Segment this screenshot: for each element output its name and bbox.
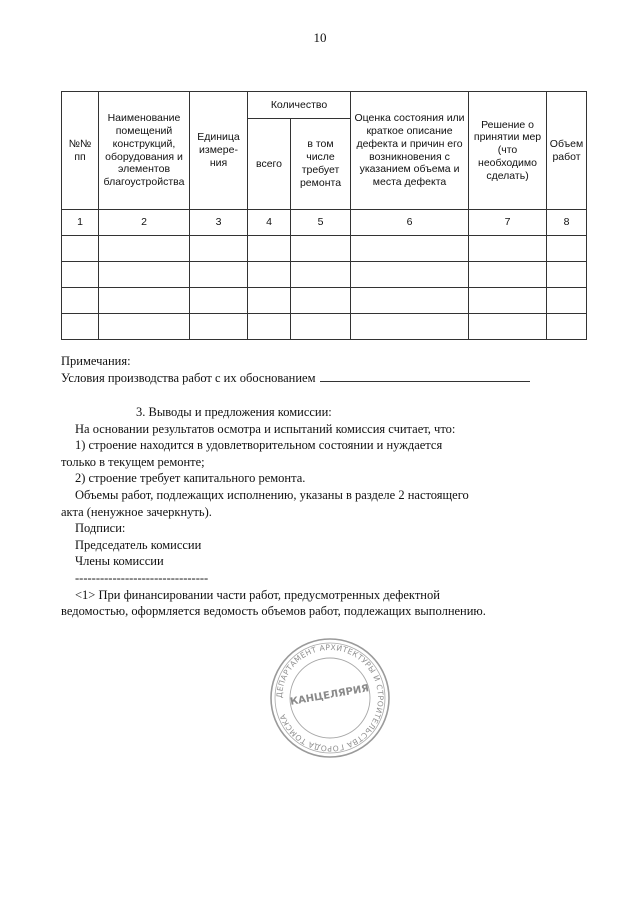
table-cell[interactable] [190,236,248,262]
table-cell[interactable] [99,262,190,288]
footnote-line2: ведомостью, оформляется ведомость объемов работ, подлежащих выполнению. [61,604,486,619]
column-number: 2 [99,210,190,236]
item1-line1: 1) строение находится в удовлетворительном состоянии и нуждается [75,438,443,453]
volumes-line1: Объемы работ, подлежащих исполнению, указаны в разделе 2 настоящего [75,487,469,502]
column-number: 3 [190,210,248,236]
header-total: всего [248,119,291,210]
header-repair: в том числе требует ремонта [291,119,351,210]
table-row [62,262,587,288]
table-cell[interactable] [99,236,190,262]
table-cell[interactable] [469,314,547,340]
table-cell[interactable] [291,314,351,340]
table-cell[interactable] [248,262,291,288]
office-stamp [268,636,392,760]
column-number: 4 [248,210,291,236]
table-cell[interactable] [62,288,99,314]
table-cell[interactable] [248,314,291,340]
section3-heading: 3. Выводы и предложения комиссии: [136,405,332,419]
column-number-row [62,210,587,236]
conditions-label: Условия производства работ с их обоснованием [61,370,316,385]
footnote-line1: <1> При финансировании части работ, предусмотренных дефектной [75,587,440,602]
table-cell[interactable] [291,262,351,288]
stamp-ring-text: ДЕПАРТАМЕНТ АРХИТЕКТУРЫ И СТРОИТЕЛЬСТВА ГОРОДА ТОМСКА [274,642,386,754]
defect-table [61,91,587,340]
table-cell[interactable] [190,288,248,314]
table-row [62,236,587,262]
header-name: Наименование помещений конструкций, оборудования и элементов благоустройства [99,92,190,210]
table-cell[interactable] [248,288,291,314]
table-row [62,314,587,340]
header-unit: Единица измере- ния [190,92,248,210]
section3-block [61,404,531,620]
volumes-line2: акта (ненужное зачеркнуть). [61,504,212,519]
table-cell[interactable] [547,262,587,288]
table-cell[interactable] [62,314,99,340]
page-number: 10 [313,30,327,45]
section3-intro: На основании результатов осмотра и испытаний комиссия считает, что: [75,421,456,436]
table-row [62,288,587,314]
table-cell[interactable] [547,236,587,262]
separator-line: -------------------------------- [75,570,209,585]
header-volume: Объем работ [547,92,587,210]
header-decision: Решение о принятии мер (что необходимо сделать) [469,92,547,210]
table-cell[interactable] [469,262,547,288]
table-cell[interactable] [190,314,248,340]
table-cell[interactable] [351,288,469,314]
table-cell[interactable] [469,236,547,262]
table-cell[interactable] [547,288,587,314]
table-cell[interactable] [62,262,99,288]
stamp-center-text: КАНЦЕЛЯРИЯ [289,683,370,708]
header-num: №№ пп [62,92,99,210]
members-label: Члены комиссии [75,554,164,569]
table-cell[interactable] [248,236,291,262]
conditions-line [61,370,531,387]
item1-line2: только в текущем ремонте; [61,454,205,469]
signatures-label: Подписи: [75,521,126,536]
table-cell[interactable] [62,236,99,262]
column-number: 6 [351,210,469,236]
table-cell[interactable] [351,262,469,288]
notes-title: Примечания: [61,354,131,368]
item2: 2) строение требует капитального ремонта. [75,471,306,486]
notes-block [61,353,531,386]
conditions-input-line[interactable] [320,370,530,382]
table-cell[interactable] [351,236,469,262]
table-cell[interactable] [99,314,190,340]
header-quantity: Количество [248,92,351,119]
table-cell[interactable] [547,314,587,340]
column-number: 5 [291,210,351,236]
table-cell[interactable] [190,262,248,288]
header-assessment: Оценка состояния или краткое описание дефекта и причин его возникновения с указанием объема и места дефекта [351,92,469,210]
table-cell[interactable] [469,288,547,314]
column-number: 8 [547,210,587,236]
chairman-label: Председатель комиссии [75,537,202,552]
table-cell[interactable] [99,288,190,314]
table-cell[interactable] [291,288,351,314]
table-cell[interactable] [351,314,469,340]
column-number: 1 [62,210,99,236]
table-cell[interactable] [291,236,351,262]
column-number: 7 [469,210,547,236]
